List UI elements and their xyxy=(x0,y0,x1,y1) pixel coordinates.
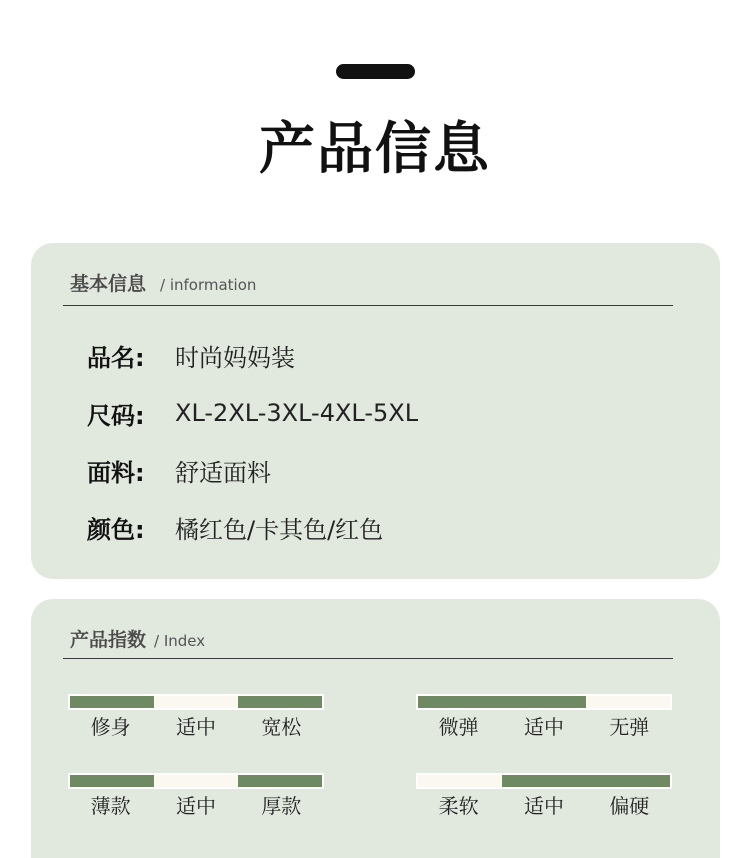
scale-label: 柔软 xyxy=(438,794,479,818)
scale-segment xyxy=(70,696,154,708)
scale-label: 微弹 xyxy=(438,715,479,739)
basic-info-title: 基本信息 xyxy=(70,273,147,295)
info-value: 橘红色/卡其色/红色 xyxy=(175,515,384,544)
scale-label: 适中 xyxy=(175,794,216,818)
scale-label: 适中 xyxy=(523,715,564,739)
scale-label: 适中 xyxy=(175,715,216,739)
info-row-size xyxy=(87,393,418,433)
product-index-subtitle: / Index xyxy=(154,632,206,650)
scale-segment xyxy=(70,775,154,787)
scale-label: 薄款 xyxy=(90,794,131,818)
basic-info-divider xyxy=(63,305,673,306)
product-index-divider xyxy=(63,658,673,659)
product-index-header xyxy=(70,625,205,653)
scale-label: 适中 xyxy=(523,794,564,818)
info-value: 舒适面料 xyxy=(175,458,271,487)
info-label: 颜色: xyxy=(87,515,145,544)
info-value: XL-2XL-3XL-4XL-5XL xyxy=(175,399,419,427)
product-index-title: 产品指数 xyxy=(70,629,147,651)
scale-bar xyxy=(416,773,672,789)
info-label: 尺码: xyxy=(87,401,145,430)
scale-bar xyxy=(68,694,324,710)
scale-segment xyxy=(238,696,322,708)
scale-bar xyxy=(68,773,324,789)
basic-info-card xyxy=(31,243,720,579)
scale-segment xyxy=(418,696,502,708)
info-label: 品名: xyxy=(87,343,145,372)
scale-segment xyxy=(418,775,502,787)
scale-labels xyxy=(416,791,672,821)
title-decoration-bar xyxy=(336,64,415,79)
scale-label: 厚款 xyxy=(261,794,302,818)
info-label: 面料: xyxy=(87,458,145,487)
scale-label: 无弹 xyxy=(609,715,650,739)
page-title: 产品信息 xyxy=(259,117,491,182)
scale-labels xyxy=(68,712,324,742)
basic-info-subtitle: / information xyxy=(160,276,257,294)
scale-segment xyxy=(586,775,670,787)
scale-labels xyxy=(416,712,672,742)
scale-segment xyxy=(502,775,586,787)
product-index-card xyxy=(31,599,720,858)
scale-segment xyxy=(502,696,586,708)
scale-segment xyxy=(586,696,670,708)
scale-bar xyxy=(416,694,672,710)
info-row-fabric xyxy=(87,450,271,490)
scale-segment xyxy=(238,775,322,787)
scale-label: 偏硬 xyxy=(609,794,650,818)
scale-segment xyxy=(154,696,238,708)
info-row-name xyxy=(87,335,295,375)
scale-label: 宽松 xyxy=(261,715,302,739)
scale-labels xyxy=(68,791,324,821)
info-value: 时尚妈妈装 xyxy=(175,343,295,372)
basic-info-header xyxy=(70,269,256,297)
scale-segment xyxy=(154,775,238,787)
scale-label: 修身 xyxy=(90,715,131,739)
info-row-color xyxy=(87,507,383,547)
